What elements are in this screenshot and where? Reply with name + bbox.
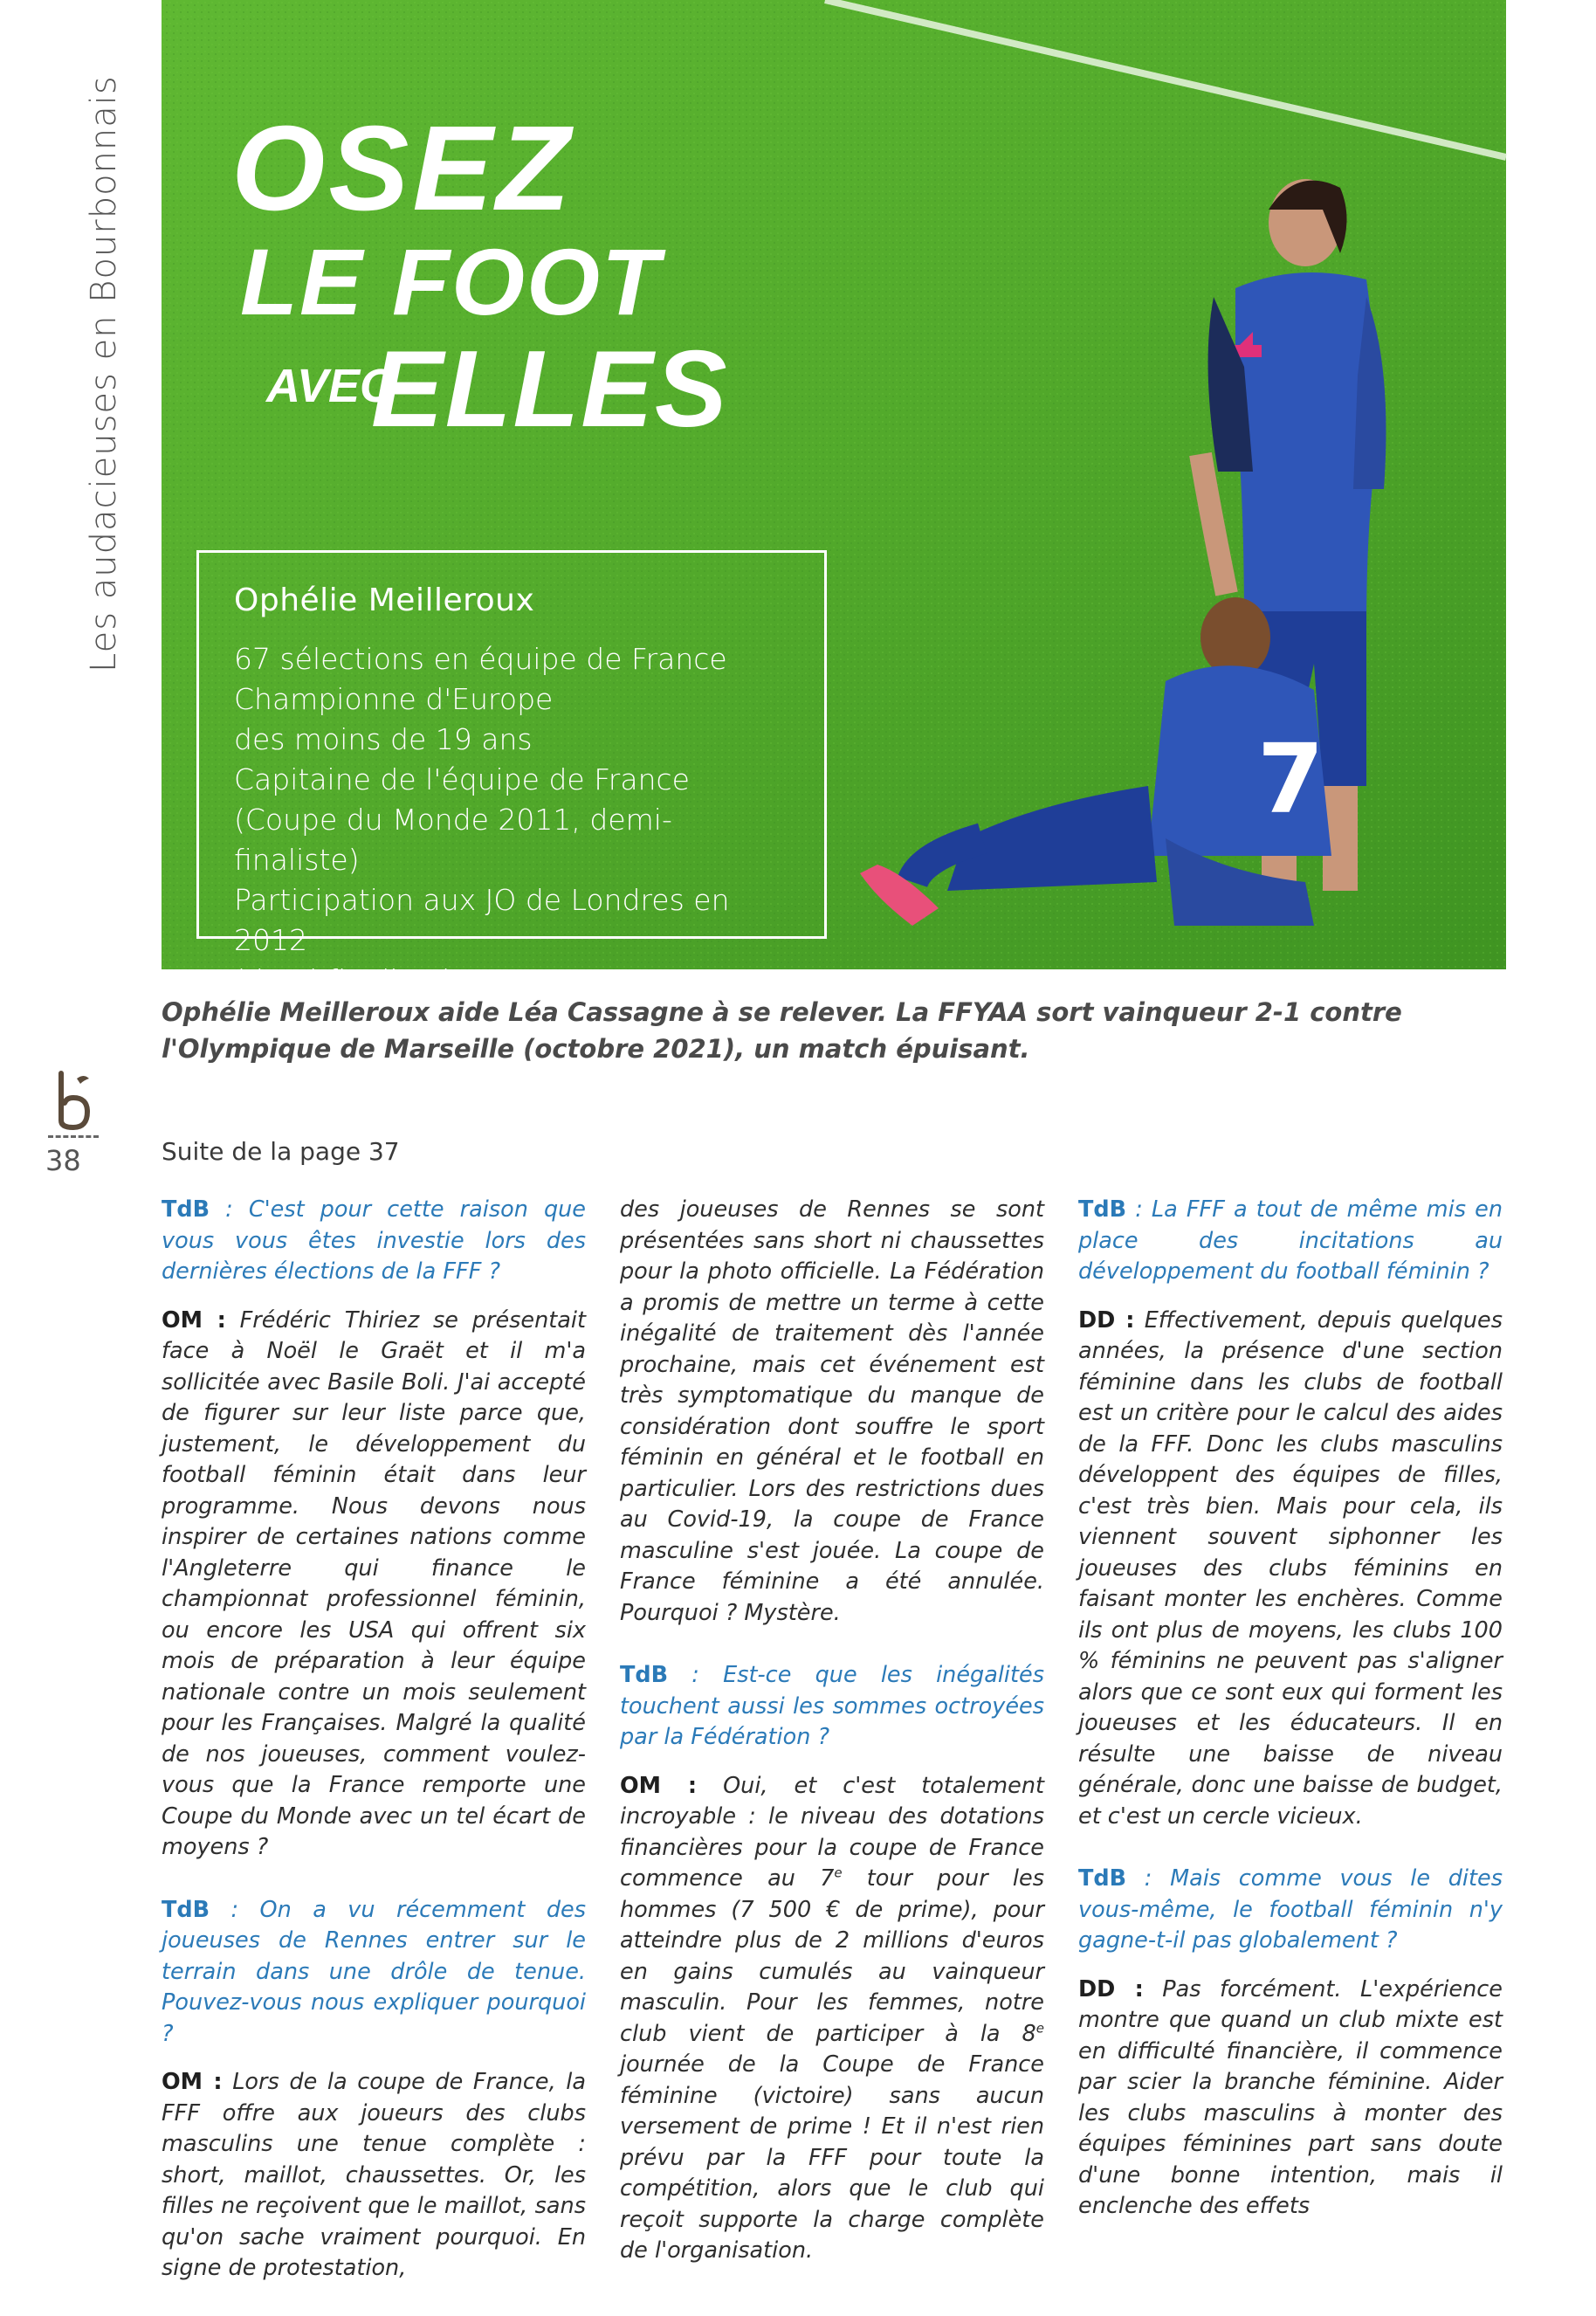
article-column-1: [162, 1195, 586, 2316]
answer-text: Oui, et c'est totalement incroyable : le niveau des dotations financières pour la coupe de France commence au 7: [620, 1772, 1044, 1892]
body-paragraph: des joueuses de Rennes se sont présentées sans short ni chaussettes pour la photo officielle. La Fédération a promis de mettre un terme à cette inégalité de traitement dès l'année prochaine, mais cet événement est très symptomatique du manque de considération dont souffre le sport féminin en général et le football en particulier. Lors des restrictions dues au Covid-19, la coupe de France masculine s'est jouée. La coupe de France féminine a été annulée. Pourquoi ? Mystère.: [620, 1196, 1044, 1626]
answer-text: Effectivement, depuis quelques années, la présence d'une section féminine dans les clubs de football est un critère pour le calcul des aides de la FFF. Donc les clubs masculins développent des équipes de filles, c'est très bien. Mais pour cela, ils viennent souvent siphonner les joueuses des clubs féminins en faisant monter les enchères. Comme ils ont plus de moyens, les clubs 100 % féminins ne peuvent pas s'aligner alors que ce sont eux qui forment les joueuses et les éducateurs. Il en résulte une baisse de niveau générale, donc une baisse de budget, et c'est un cercle vicieux.: [1078, 1306, 1503, 1830]
question-text: : Est-ce que les inégalités touchent aussi les sommes octroyées par la Fédération ?: [620, 1662, 1044, 1750]
answer-text: Frédéric Thiriez se présentait face à Noël le Graët et il m'a sollicitée avec Basile Boli. J'ai accepté de figurer sur leur liste parce que, justement, le développement du football féminin était dans leur programme. Nous devons nous inspirer de certaines nations comme l'Angleterre qui finance le championnat professionnel féminin, ou encore les USA qui offrent six mois de préparation à leur équipe nationale contre un mois seulement pour les Françaises. Malgré la qualité de nos joueuses, comment voulez-vous que la France remporte une Coupe du Monde avec un tel écart de moyens ?: [162, 1306, 586, 1860]
answer-tag: OM :: [162, 1306, 226, 1334]
answer-tag: DD :: [1078, 1306, 1135, 1334]
info-line: Championne d'Europe: [234, 682, 554, 716]
question-text: : C'est pour cette raison que vous vous êtes investie lors des dernières élections de la FFF ?: [162, 1196, 586, 1285]
question-paragraph: [162, 1195, 586, 1288]
article-column-3: [1078, 1195, 1503, 2254]
answer-text: Pas forcément. L'expérience montre que quand un club mixte est en difficulté financière, il commence par scier la branche féminine. Aider les clubs masculins à monter des équipes féminines part sans doute d'une bonne intention, mais il enclenche des effets: [1078, 1975, 1503, 2219]
question-paragraph: [1078, 1195, 1503, 1288]
continued-from-note: Suite de la page 37: [162, 1137, 400, 1166]
article-column-2: [620, 1195, 1044, 2299]
question-text: : Mais comme vous le dites vous-même, le football féminin n'y gagne-t-il pas globalement ?: [1078, 1865, 1503, 1954]
magazine-logo-icon: [51, 1070, 96, 1131]
question-text: : On a vu récemment des joueuses de Rennes entrer sur le terrain dans une drôle de tenue. Pouvez-vous nous expliquer pourquoi ?: [162, 1896, 586, 2047]
title-line-2: LE FOOT: [240, 229, 661, 334]
answer-tag: OM :: [162, 2069, 223, 2095]
question-paragraph: [620, 1660, 1044, 1754]
side-label-text: Les audacieuses en Bourbonnais: [84, 75, 124, 672]
info-line: des moins de 19 ans: [234, 722, 533, 756]
title-line-3b: ELLES: [371, 329, 729, 450]
title-line-3a: AVEC: [266, 360, 395, 412]
jersey-number: 7: [1257, 723, 1324, 835]
page-number: 38: [45, 1144, 81, 1177]
superscript: e: [1035, 2020, 1044, 2036]
info-line: 67 sélections en équipe de France: [234, 642, 727, 676]
question-paragraph: [162, 1895, 586, 2051]
player-name: Ophélie Meilleroux: [234, 582, 535, 618]
question-tag: TdB: [620, 1662, 669, 1688]
title-line-1: OSEZ: [231, 101, 574, 236]
question-tag: TdB: [162, 1896, 210, 1923]
question-paragraph: [1078, 1864, 1503, 1957]
question-tag: TdB: [162, 1196, 210, 1223]
answer-text: journée de la Coupe de France féminine (victoire) sans aucun versement de prime ! Et il n'est rien prévu par la FFF pour toute la compétition, alors que le club qui reçoit supporte la charge complète de l'organisation.: [620, 2051, 1044, 2264]
answer-text: Lors de la coupe de France, la FFF offre aux joueurs des clubs masculins une tenue complète : short, maillot, chaussettes. Or, les filles ne reçoivent que le maillot, sans qu'on sache vraiment pourquoi. En signe de protestation,: [162, 2069, 586, 2281]
logo-separator: [48, 1135, 99, 1138]
info-line: Participation aux JO de Londres en 2012: [234, 883, 730, 957]
answer-paragraph: [162, 1306, 586, 1864]
answer-tag: OM :: [620, 1772, 698, 1799]
answer-paragraph: [620, 1771, 1044, 2267]
question-text: : La FFF a tout de même mis en place des incitations au développement du football féminin ?: [1078, 1196, 1503, 1285]
info-line: (Coupe du Monde 2011, demi-finaliste): [234, 803, 672, 877]
photo-caption: Ophélie Meilleroux aide Léa Cassagne à se relever. La FFYAA sort vainqueur 2-1 contre l'Olympique de Marseille (octobre 2021), un match épuisant.: [162, 997, 1402, 1064]
answer-paragraph: [1078, 1306, 1503, 1833]
answer-text: tour pour les hommes (7 500 € de prime), pour atteindre plus de 2 millions d'euros en gains cumulés au vainqueur masculin. Pour les femmes, notre club vient de participer à la 8: [620, 1865, 1044, 2047]
info-line: Capitaine de l'équipe de France: [234, 762, 690, 796]
answer-paragraph: [1078, 1975, 1503, 2223]
superscript: e: [834, 1865, 843, 1881]
player-info-box: [196, 550, 827, 997]
answer-tag: DD :: [1078, 1975, 1144, 2002]
question-tag: TdB: [1078, 1865, 1127, 1892]
info-line: (demi-finaliste): [234, 963, 453, 997]
answer-paragraph: [162, 2067, 586, 2285]
headline-title: [231, 101, 729, 472]
question-tag: TdB: [1078, 1196, 1127, 1223]
side-section-label: [33, 75, 124, 672]
